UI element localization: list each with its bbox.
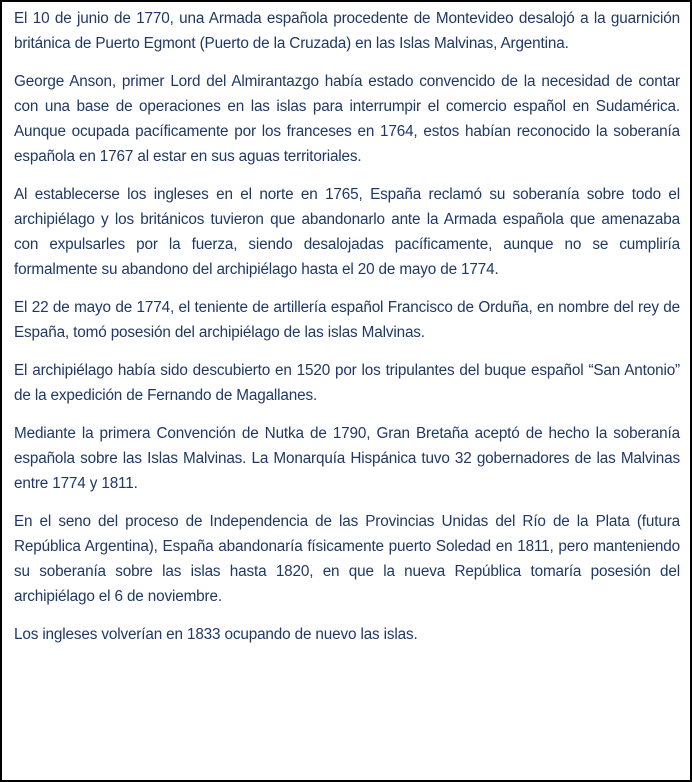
- text-box-content: [2, 2, 690, 647]
- paragraph-1770-armada: El 10 de junio de 1770, una Armada española procedente de Montevideo desalojó a la guarnición británica de Puerto Egmont (Puerto de la Cruzada) en las Islas Malvinas, Argentina.: [14, 10, 680, 52]
- paragraph-1790-nutka: Mediante la primera Convención de Nutka de 1790, Gran Bretaña aceptó de hecho la soberanía española sobre las Islas Malvinas. La Monarquía Hispánica tuvo 32 gobernadores de las Malvinas entre 1774 y 1811.: [14, 425, 680, 492]
- paragraph-1520-descubrimiento: El archipiélago había sido descubierto en 1520 por los tripulantes del buque español “San Antonio” de la expedición de Fernando de Magallanes.: [14, 362, 680, 404]
- paragraph-george-anson: George Anson, primer Lord del Almirantazgo había estado convencido de la necesidad de contar con una base de operaciones en las islas para interrumpir el comercio español en Sudamérica. Aunque ocupada pacíficamente por los franceses en 1764, estos habían reconocido la soberanía española en 1767 al estar en sus aguas territoriales.: [14, 73, 680, 165]
- paragraph-1774-orduna: El 22 de mayo de 1774, el teniente de artillería español Francisco de Orduña, en nombre del rey de España, tomó posesión del archipiélago de las islas Malvinas.: [14, 299, 680, 341]
- paragraph-1833-ingleses: Los ingleses volverían en 1833 ocupando de nuevo las islas.: [14, 626, 418, 643]
- paragraph-independencia: En el seno del proceso de Independencia de las Provincias Unidas del Río de la Plata (futura República Argentina), España abandonaría físicamente puerto Soledad en 1811, pero manteniendo su soberanía sobre las islas hasta 1820, en que la nueva República tomaría posesión del archipiélago el 6 de noviembre.: [14, 513, 680, 605]
- paragraph-1765-ingleses: Al establecerse los ingleses en el norte en 1765, España reclamó su soberanía sobre todo el archipiélago y los británicos tuvieron que abandonarlo ante la Armada española que amenazaba con expulsarles por la fuerza, siendo desalojadas pacíficamente, aunque no se cumpliría formalmente su abandono del archipiélago hasta el 20 de mayo de 1774.: [14, 186, 680, 278]
